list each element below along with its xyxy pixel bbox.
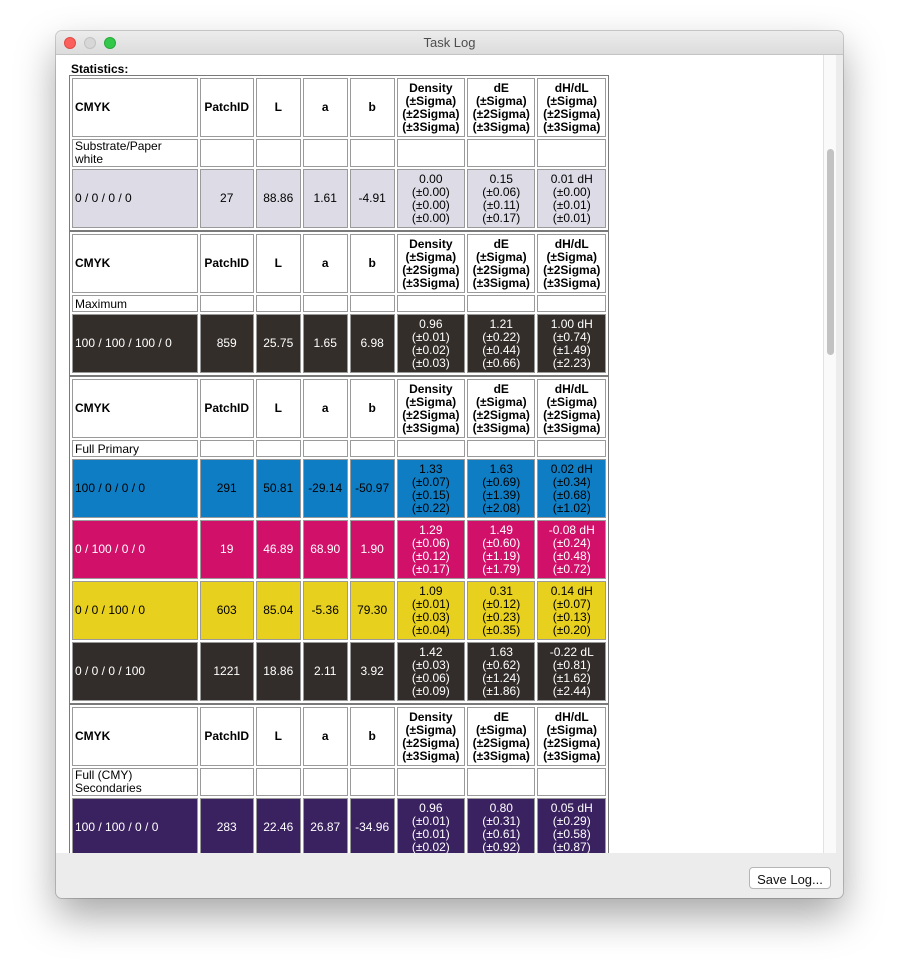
cell-line: (±Sigma) xyxy=(546,394,598,409)
cell-line: (±0.44) xyxy=(482,342,521,357)
cell-line: (±0.22) xyxy=(482,329,521,344)
empty-cell xyxy=(303,768,348,796)
header-dhdl xyxy=(537,707,606,766)
l-value: 25.75 xyxy=(256,314,301,373)
table-header-row xyxy=(72,379,606,438)
empty-cell xyxy=(303,139,348,167)
empty-cell xyxy=(256,440,301,457)
empty-cell xyxy=(200,440,254,457)
cell-line: (±2Sigma) xyxy=(543,735,601,750)
section-title xyxy=(72,295,198,312)
cell-line: (±0.60) xyxy=(482,535,521,550)
header-patchid: PatchID xyxy=(200,78,254,137)
empty-cell xyxy=(350,440,395,457)
cell-line: dH/dL xyxy=(554,80,589,95)
table-header-row xyxy=(72,78,606,137)
empty-cell xyxy=(537,440,606,457)
cell-line: 0.01 dH xyxy=(550,171,593,186)
cell-line: (±0.06) xyxy=(411,535,450,550)
cell-line: -0.08 dH xyxy=(548,522,595,537)
header-cmyk: CMYK xyxy=(72,379,198,438)
empty-cell xyxy=(467,295,535,312)
l-value: 50.81 xyxy=(256,459,301,518)
de-value xyxy=(467,314,535,373)
cell-line: (±2Sigma) xyxy=(402,106,460,121)
cell-line: (±2Sigma) xyxy=(402,735,460,750)
l-value: 22.46 xyxy=(256,798,301,853)
patch-id: 19 xyxy=(200,520,254,579)
cell-line: (±1.79) xyxy=(482,561,521,576)
table-header-row xyxy=(72,234,606,293)
cell-line: 1.42 xyxy=(419,644,443,659)
stats-table xyxy=(69,704,609,853)
cell-line: (±0.01) xyxy=(552,197,591,212)
b-value: 1.90 xyxy=(350,520,395,579)
cell-line: dE xyxy=(493,381,509,396)
header-cmyk: CMYK xyxy=(72,707,198,766)
l-value: 85.04 xyxy=(256,581,301,640)
empty-cell xyxy=(350,139,395,167)
cell-line: (±3Sigma) xyxy=(543,275,601,290)
dhdl-value xyxy=(537,798,606,853)
patch-id: 1221 xyxy=(200,642,254,701)
cell-line: dE xyxy=(493,236,509,251)
empty-cell xyxy=(397,139,465,167)
cell-line: (±0.01) xyxy=(411,596,450,611)
cell-line: 1.21 xyxy=(489,316,513,331)
cell-line: (±3Sigma) xyxy=(472,275,530,290)
density-value xyxy=(397,520,465,579)
density-value xyxy=(397,314,465,373)
task-log-window xyxy=(56,31,843,898)
header-de xyxy=(467,379,535,438)
stats-table xyxy=(69,376,609,704)
table-row xyxy=(72,798,606,853)
section-title-row xyxy=(72,440,606,457)
cell-line: Secondaries xyxy=(75,781,142,795)
cell-line: (±0.03) xyxy=(411,609,450,624)
cell-line: 0.05 dH xyxy=(550,800,593,815)
dhdl-value xyxy=(537,169,606,228)
de-value xyxy=(467,642,535,701)
cell-line: (±0.48) xyxy=(552,548,591,563)
header-density xyxy=(397,707,465,766)
cell-line: 0.15 xyxy=(489,171,513,186)
cell-line: 0.80 xyxy=(489,800,513,815)
cell-line: (±3Sigma) xyxy=(543,420,601,435)
cell-line: (±2.08) xyxy=(482,500,521,515)
cell-line: (±0.81) xyxy=(552,657,591,672)
cell-line: Density xyxy=(409,709,453,724)
cmyk-value: 100 / 100 / 100 / 0 xyxy=(72,314,198,373)
b-value: 6.98 xyxy=(350,314,395,373)
cell-line: (±0.17) xyxy=(482,210,521,225)
b-value: -34.96 xyxy=(350,798,395,853)
header-patchid: PatchID xyxy=(200,707,254,766)
de-value xyxy=(467,459,535,518)
section-title-row xyxy=(72,139,606,167)
cell-line: (±Sigma) xyxy=(405,722,457,737)
cell-line: (±0.00) xyxy=(411,197,450,212)
header-a: a xyxy=(303,379,348,438)
empty-cell xyxy=(256,295,301,312)
header-a: a xyxy=(303,78,348,137)
empty-cell xyxy=(200,768,254,796)
header-l: L xyxy=(256,379,301,438)
cell-line: (±2Sigma) xyxy=(543,407,601,422)
empty-cell xyxy=(467,139,535,167)
cell-line: (±3Sigma) xyxy=(472,420,530,435)
cell-line: white xyxy=(75,152,104,166)
header-de xyxy=(467,78,535,137)
cell-line: (±3Sigma) xyxy=(543,748,601,763)
cell-line: (±Sigma) xyxy=(475,394,527,409)
cell-line: (±0.61) xyxy=(482,826,521,841)
cell-line: (±0.02) xyxy=(411,342,450,357)
density-value xyxy=(397,642,465,701)
table-row xyxy=(72,520,606,579)
cell-line: (±Sigma) xyxy=(475,249,527,264)
header-de xyxy=(467,234,535,293)
cell-line: (±0.06) xyxy=(411,670,450,685)
header-l: L xyxy=(256,234,301,293)
cell-line: (±3Sigma) xyxy=(402,275,460,290)
cell-line: Maximum xyxy=(75,297,128,311)
de-value xyxy=(467,520,535,579)
patch-id: 27 xyxy=(200,169,254,228)
cell-line: (±0.68) xyxy=(552,487,591,502)
cell-line: (±2.23) xyxy=(552,355,591,370)
table-row xyxy=(72,581,606,640)
dhdl-value xyxy=(537,520,606,579)
cell-line: 0.96 xyxy=(419,316,443,331)
a-value: 68.90 xyxy=(303,520,348,579)
header-a: a xyxy=(303,707,348,766)
header-dhdl xyxy=(537,234,606,293)
b-value: -4.91 xyxy=(350,169,395,228)
cell-line: (±1.49) xyxy=(552,342,591,357)
empty-cell xyxy=(350,295,395,312)
cell-line: (±0.23) xyxy=(482,609,521,624)
table-row xyxy=(72,459,606,518)
empty-cell xyxy=(256,139,301,167)
dhdl-value xyxy=(537,314,606,373)
cell-line: (±Sigma) xyxy=(475,722,527,737)
cell-line: (±0.00) xyxy=(411,184,450,199)
stats-table xyxy=(69,75,609,231)
cell-line: (±3Sigma) xyxy=(402,420,460,435)
cell-line: (±0.12) xyxy=(482,596,521,611)
cell-line: (±0.87) xyxy=(552,839,591,853)
a-value: -29.14 xyxy=(303,459,348,518)
cell-line: (±0.01) xyxy=(552,210,591,225)
cell-line: (±0.01) xyxy=(411,826,450,841)
title-bar xyxy=(56,31,843,55)
cell-line: (±3Sigma) xyxy=(402,119,460,134)
header-dhdl xyxy=(537,379,606,438)
empty-cell xyxy=(537,768,606,796)
cell-line: (±2Sigma) xyxy=(402,262,460,277)
header-dhdl xyxy=(537,78,606,137)
l-value: 88.86 xyxy=(256,169,301,228)
cell-line: (±1.86) xyxy=(482,683,521,698)
cell-line: (±0.24) xyxy=(552,535,591,550)
cell-line: (±0.29) xyxy=(552,813,591,828)
header-b: b xyxy=(350,707,395,766)
cell-line: (±0.01) xyxy=(411,329,450,344)
cell-line: (±0.07) xyxy=(411,474,450,489)
cell-line: 1.00 dH xyxy=(550,316,593,331)
cell-line: -0.22 dL xyxy=(549,644,594,659)
window-title: Task Log xyxy=(423,35,476,50)
statistics-tables xyxy=(69,75,609,853)
cell-line: (±2Sigma) xyxy=(472,735,530,750)
density-value xyxy=(397,459,465,518)
cell-line: (±2Sigma) xyxy=(543,106,601,121)
cell-line: dH/dL xyxy=(554,236,589,251)
cell-line: (±2Sigma) xyxy=(402,407,460,422)
patch-id: 283 xyxy=(200,798,254,853)
de-value xyxy=(467,581,535,640)
de-value xyxy=(467,169,535,228)
cell-line: (±3Sigma) xyxy=(402,748,460,763)
cell-line: 1.63 xyxy=(489,644,513,659)
header-patchid: PatchID xyxy=(200,234,254,293)
cell-line: (±0.03) xyxy=(411,657,450,672)
empty-cell xyxy=(397,768,465,796)
header-cmyk: CMYK xyxy=(72,234,198,293)
cell-line: (±0.15) xyxy=(411,487,450,502)
cell-line: (±0.03) xyxy=(411,355,450,370)
cell-line: (±0.58) xyxy=(552,826,591,841)
empty-cell xyxy=(537,295,606,312)
cell-line: (±Sigma) xyxy=(546,722,598,737)
table-row xyxy=(72,642,606,701)
cell-line: 0.31 xyxy=(489,583,513,598)
de-value xyxy=(467,798,535,853)
cell-line: (±0.02) xyxy=(411,839,450,853)
header-cmyk: CMYK xyxy=(72,78,198,137)
header-l: L xyxy=(256,707,301,766)
cell-line: (±0.00) xyxy=(411,210,450,225)
cell-line: (±3Sigma) xyxy=(543,119,601,134)
empty-cell xyxy=(397,295,465,312)
cell-line: (±1.62) xyxy=(552,670,591,685)
cell-line: (±0.09) xyxy=(411,683,450,698)
cell-line: (±2Sigma) xyxy=(543,262,601,277)
cell-line: dE xyxy=(493,80,509,95)
b-value: -50.97 xyxy=(350,459,395,518)
save-log-button[interactable]: Save Log... xyxy=(749,867,831,889)
a-value: 26.87 xyxy=(303,798,348,853)
cell-line: 0.02 dH xyxy=(550,461,593,476)
header-density xyxy=(397,78,465,137)
cell-line: (±0.04) xyxy=(411,622,450,637)
l-value: 46.89 xyxy=(256,520,301,579)
cell-line: (±3Sigma) xyxy=(472,119,530,134)
cell-line: (±Sigma) xyxy=(546,93,598,108)
a-value: 1.65 xyxy=(303,314,348,373)
header-l: L xyxy=(256,78,301,137)
empty-cell xyxy=(303,295,348,312)
cell-line: (±Sigma) xyxy=(475,93,527,108)
cell-line: (±2Sigma) xyxy=(472,262,530,277)
empty-cell xyxy=(397,440,465,457)
cell-line: (±2Sigma) xyxy=(472,407,530,422)
cell-line: (±0.11) xyxy=(482,197,520,212)
cell-line: dE xyxy=(493,709,509,724)
cell-line: dH/dL xyxy=(554,381,589,396)
empty-cell xyxy=(303,440,348,457)
empty-cell xyxy=(467,440,535,457)
cell-line: (±0.72) xyxy=(552,561,591,576)
dhdl-value xyxy=(537,642,606,701)
cell-line: (±0.74) xyxy=(552,329,591,344)
patch-id: 859 xyxy=(200,314,254,373)
patch-id: 291 xyxy=(200,459,254,518)
statistics-label: Statistics: xyxy=(71,62,129,76)
cell-line: (±0.34) xyxy=(552,474,591,489)
cell-line: 1.09 xyxy=(419,583,443,598)
cell-line: (±0.01) xyxy=(411,813,450,828)
log-content[interactable] xyxy=(56,55,836,853)
cell-line: (±0.69) xyxy=(482,474,521,489)
cell-line: (±0.31) xyxy=(482,813,521,828)
header-patchid: PatchID xyxy=(200,379,254,438)
table-row xyxy=(72,314,606,373)
cell-line: (±0.07) xyxy=(552,596,591,611)
cell-line: (±2.44) xyxy=(552,683,591,698)
cell-line: (±0.20) xyxy=(552,622,591,637)
cell-line: (±1.24) xyxy=(482,670,521,685)
empty-cell xyxy=(467,768,535,796)
vertical-scrollbar[interactable] xyxy=(823,55,836,853)
l-value: 18.86 xyxy=(256,642,301,701)
cell-line: (±2Sigma) xyxy=(472,106,530,121)
cell-line: 0.96 xyxy=(419,800,443,815)
cell-line: Substrate/Paper xyxy=(75,139,162,153)
section-title xyxy=(72,139,198,167)
table-header-row xyxy=(72,707,606,766)
header-b: b xyxy=(350,379,395,438)
cell-line: 1.63 xyxy=(489,461,513,476)
stats-table xyxy=(69,231,609,376)
density-value xyxy=(397,798,465,853)
cell-line: (±0.06) xyxy=(482,184,521,199)
cell-line: (±0.62) xyxy=(482,657,521,672)
cell-line: (±0.92) xyxy=(482,839,521,853)
cell-line: (±0.12) xyxy=(411,548,450,563)
cell-line: (±Sigma) xyxy=(405,394,457,409)
cell-line: Full Primary xyxy=(75,442,140,456)
cell-line: (±3Sigma) xyxy=(472,748,530,763)
cell-line: (±Sigma) xyxy=(405,249,457,264)
header-de xyxy=(467,707,535,766)
cell-line: (±Sigma) xyxy=(546,249,598,264)
dhdl-value xyxy=(537,581,606,640)
empty-cell xyxy=(537,139,606,167)
header-density xyxy=(397,234,465,293)
cell-line: Density xyxy=(409,236,453,251)
header-b: b xyxy=(350,234,395,293)
cell-line: (±0.13) xyxy=(552,609,591,624)
empty-cell xyxy=(200,295,254,312)
cell-line: Full (CMY) xyxy=(75,768,133,782)
empty-cell xyxy=(256,768,301,796)
density-value xyxy=(397,169,465,228)
cell-line: (±1.39) xyxy=(482,487,521,502)
cmyk-value: 0 / 0 / 0 / 0 xyxy=(72,169,198,228)
a-value: 2.11 xyxy=(303,642,348,701)
section-title-row xyxy=(72,295,606,312)
cell-line: 1.29 xyxy=(419,522,443,537)
cell-line: dH/dL xyxy=(554,709,589,724)
cmyk-value: 0 / 100 / 0 / 0 xyxy=(72,520,198,579)
patch-id: 603 xyxy=(200,581,254,640)
b-value: 3.92 xyxy=(350,642,395,701)
cell-line: (±1.19) xyxy=(482,548,521,563)
cell-line: (±0.35) xyxy=(482,622,521,637)
density-value xyxy=(397,581,465,640)
cell-line: Density xyxy=(409,80,453,95)
b-value: 79.30 xyxy=(350,581,395,640)
section-title xyxy=(72,440,198,457)
empty-cell xyxy=(350,768,395,796)
dhdl-value xyxy=(537,459,606,518)
header-a: a xyxy=(303,234,348,293)
cell-line: (±0.00) xyxy=(552,184,591,199)
table-row xyxy=(72,169,606,228)
cell-line: (±0.66) xyxy=(482,355,521,370)
cmyk-value: 0 / 0 / 100 / 0 xyxy=(72,581,198,640)
cell-line: 0.14 dH xyxy=(550,583,593,598)
header-density xyxy=(397,379,465,438)
cell-line: (±1.02) xyxy=(552,500,591,515)
cell-line: Density xyxy=(409,381,453,396)
section-title-row xyxy=(72,768,606,796)
cell-line: 1.49 xyxy=(489,522,513,537)
cell-line: (±0.17) xyxy=(411,561,450,576)
cmyk-value: 0 / 0 / 0 / 100 xyxy=(72,642,198,701)
header-b: b xyxy=(350,78,395,137)
cmyk-value: 100 / 100 / 0 / 0 xyxy=(72,798,198,853)
cell-line: 1.33 xyxy=(419,461,443,476)
empty-cell xyxy=(200,139,254,167)
cell-line: 0.00 xyxy=(419,171,443,186)
a-value: 1.61 xyxy=(303,169,348,228)
cell-line: (±Sigma) xyxy=(405,93,457,108)
cell-line: (±0.22) xyxy=(411,500,450,515)
cmyk-value: 100 / 0 / 0 / 0 xyxy=(72,459,198,518)
a-value: -5.36 xyxy=(303,581,348,640)
section-title xyxy=(72,768,198,796)
scrollbar-thumb[interactable] xyxy=(827,149,834,355)
